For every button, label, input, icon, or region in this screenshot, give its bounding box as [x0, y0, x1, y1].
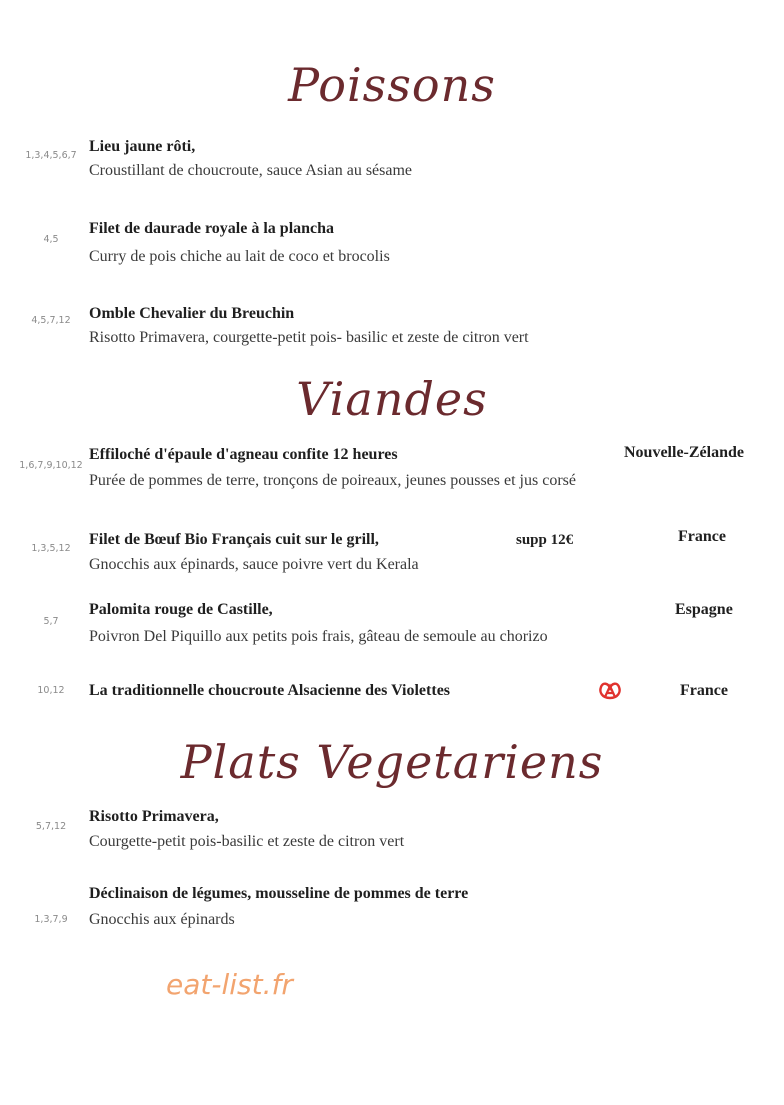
- allergen-codes: 1,6,7,9,10,12: [19, 460, 83, 471]
- allergen-codes: 1,3,7,9: [34, 914, 68, 925]
- allergen-codes: 1,3,4,5,6,7: [25, 150, 77, 161]
- dish-description: Gnocchis aux épinards, sauce poivre vert du Kerala: [89, 556, 419, 573]
- dish-description: Curry de pois chiche au lait de coco et brocolis: [89, 248, 390, 265]
- allergen-codes: 5,7: [43, 616, 59, 627]
- allergen-codes: 10,12: [37, 685, 65, 696]
- dish-description: Purée de pommes de terre, tronçons de poireaux, jeunes pousses et jus corsé: [89, 472, 576, 489]
- section-title-poissons: Poissons: [288, 58, 496, 112]
- dish-name: Filet de daurade royale à la plancha: [89, 220, 335, 237]
- dish-name: Lieu jaune rôti,: [89, 138, 196, 155]
- section-title-vegetariens: Plats Vegetariens: [180, 735, 604, 789]
- origin-country: Espagne: [675, 601, 733, 618]
- allergen-codes: 1,3,5,12: [31, 543, 71, 554]
- alsace-pretzel-icon: [597, 677, 623, 701]
- dish-description: Gnocchis aux épinards: [89, 911, 235, 928]
- origin-country: Nouvelle-Zélande: [624, 444, 744, 461]
- dish-name: Effiloché d'épaule d'agneau confite 12 heures: [89, 446, 398, 463]
- dish-name: Risotto Primavera,: [89, 808, 219, 825]
- dish-name: Omble Chevalier du Breuchin: [89, 305, 295, 322]
- dish-description: Croustillant de choucroute, sauce Asian au sésame: [89, 162, 413, 179]
- dish-name: Déclinaison de légumes, mousseline de pommes de terre: [89, 885, 469, 902]
- allergen-codes: 4,5: [43, 234, 59, 245]
- dish-name: Filet de Bœuf Bio Français cuit sur le grill,: [89, 531, 379, 548]
- allergen-codes: 4,5,7,12: [31, 315, 71, 326]
- allergen-codes: 5,7,12: [35, 821, 67, 832]
- origin-country: France: [678, 528, 726, 545]
- watermark: eat-list.fr: [166, 968, 293, 1001]
- section-title-viandes: Viandes: [296, 372, 488, 426]
- dish-description: Courgette-petit pois-basilic et zeste de citron vert: [89, 833, 405, 850]
- dish-name: Palomita rouge de Castille,: [89, 601, 273, 618]
- supplement-price: supp 12€: [516, 532, 574, 548]
- origin-country: France: [680, 682, 728, 699]
- dish-description: Poivron Del Piquillo aux petits pois frais, gâteau de semoule au chorizo: [89, 628, 548, 645]
- dish-name: La traditionnelle choucroute Alsacienne des Violettes: [89, 682, 451, 699]
- dish-description: Risotto Primavera, courgette-petit pois- basilic et zeste de citron vert: [89, 329, 529, 346]
